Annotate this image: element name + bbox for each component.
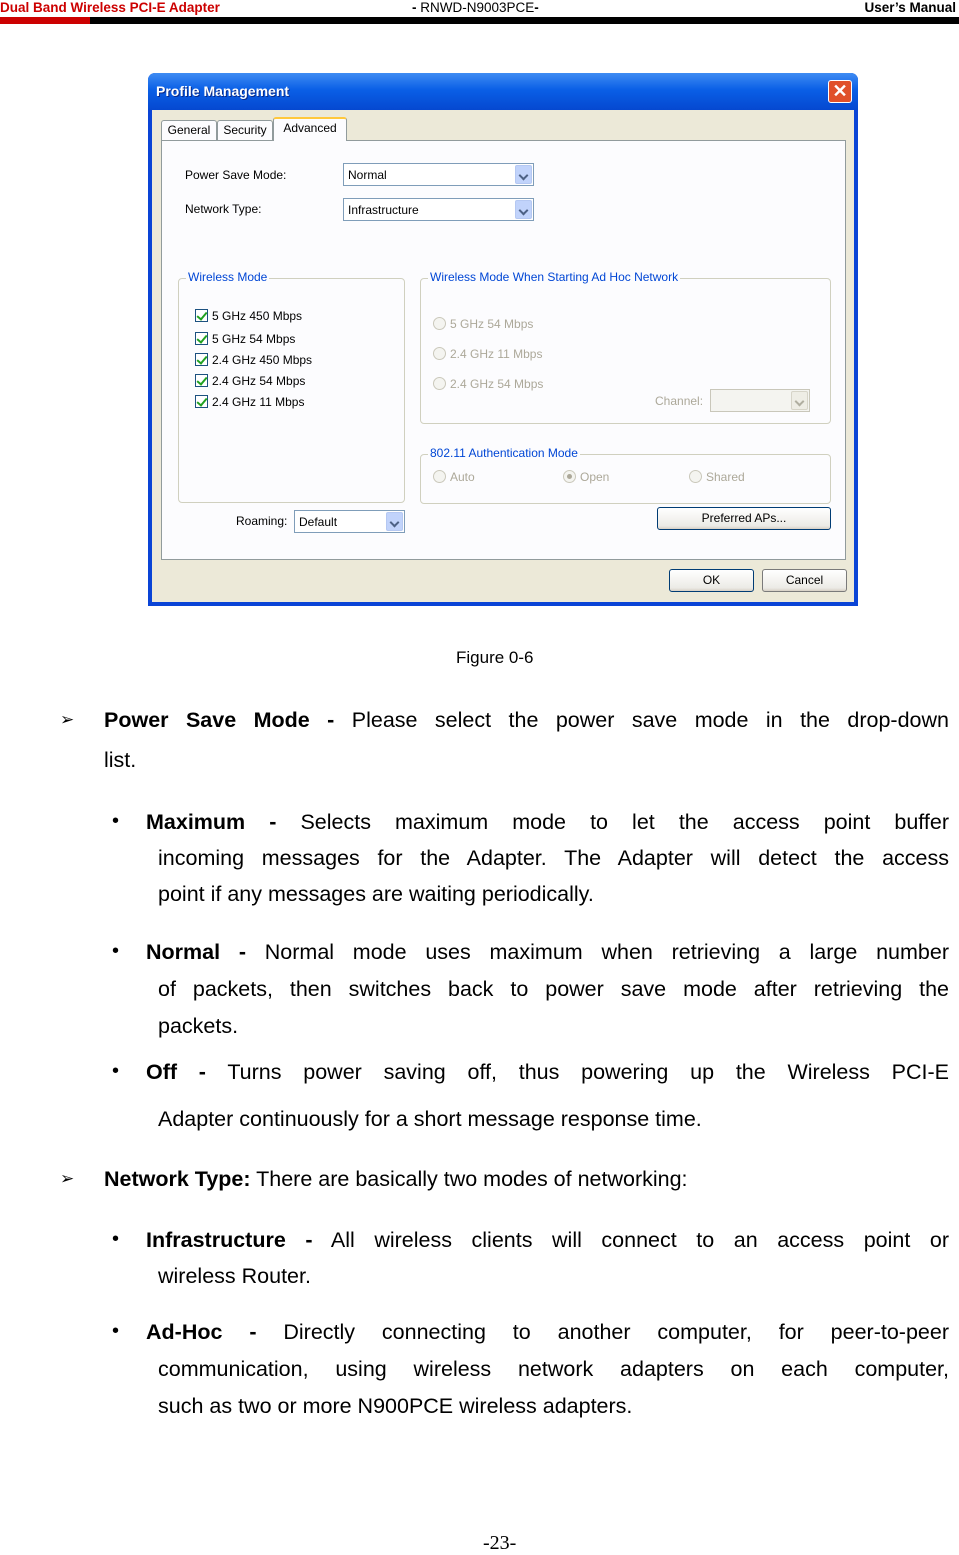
checkbox-24ghz-54[interactable] <box>195 374 305 388</box>
radio-icon[interactable] <box>433 377 446 390</box>
tab-advanced[interactable]: Advanced <box>273 117 347 141</box>
power-save-term: Power Save Mode - <box>104 708 335 732</box>
adhoc-term: Ad-Hoc - <box>146 1320 257 1344</box>
radio-adhoc-24ghz-54[interactable] <box>433 377 543 391</box>
roaming-label: Roaming: <box>236 514 288 528</box>
radio-icon[interactable] <box>433 470 446 483</box>
close-icon: ✕ <box>832 81 848 101</box>
adhoc-line1 <box>146 1314 949 1351</box>
preferred-aps-button[interactable]: Preferred APs... <box>657 507 831 530</box>
network-type-text: There are basically two modes of networking: <box>250 1167 688 1191</box>
radio-label: 2.4 GHz 11 Mbps <box>450 347 543 361</box>
maximum-line1 <box>146 804 949 841</box>
dialog-titlebar[interactable] <box>148 73 858 110</box>
off-line1 <box>146 1054 949 1091</box>
maximum-term: Maximum - <box>146 810 277 834</box>
network-type-select[interactable] <box>343 198 534 221</box>
header-model-name: RNWD-N9003PCE <box>420 0 535 15</box>
wireless-mode-group <box>178 270 405 503</box>
tab-general[interactable]: General <box>161 120 217 140</box>
power-save-value: Normal <box>348 168 387 182</box>
cancel-button[interactable]: Cancel <box>762 569 847 592</box>
power-save-select[interactable] <box>343 163 534 186</box>
dialog-client <box>152 110 854 602</box>
profile-management-dialog <box>148 73 858 606</box>
roaming-select[interactable] <box>294 510 405 533</box>
header-rule-black <box>90 17 959 24</box>
radio-auth-open[interactable] <box>563 470 609 484</box>
power-save-label: Power Save Mode: <box>185 168 287 182</box>
checkbox-label: 2.4 GHz 11 Mbps <box>212 395 305 409</box>
infrastructure-term: Infrastructure - <box>146 1228 313 1252</box>
arrow-bullet-icon: ➢ <box>60 710 75 729</box>
bullet-icon: • <box>112 810 120 832</box>
radio-label: Shared <box>706 470 745 484</box>
normal-line1 <box>146 934 949 971</box>
checkbox-checked-icon[interactable] <box>195 395 208 408</box>
infrastructure-line2: wireless Router. <box>158 1264 311 1288</box>
infrastructure-text: All wireless clients will connect to an access point or <box>330 1228 949 1252</box>
adhoc-mode-group-title: Wireless Mode When Starting Ad Hoc Network <box>430 270 679 284</box>
checkbox-checked-icon[interactable] <box>195 353 208 366</box>
radio-adhoc-5ghz-54[interactable] <box>433 317 533 331</box>
radio-icon[interactable] <box>433 347 446 360</box>
normal-term: Normal - <box>146 940 246 964</box>
checkbox-checked-icon[interactable] <box>195 332 208 345</box>
roaming-value: Default <box>299 515 338 529</box>
close-button[interactable] <box>828 80 852 103</box>
page-number: -23- <box>483 1532 517 1554</box>
chevron-down-icon[interactable] <box>791 391 808 410</box>
network-type-label: Network Type: <box>185 202 262 216</box>
network-type-value: Infrastructure <box>348 203 419 217</box>
tab-security[interactable]: Security <box>217 120 273 140</box>
radio-adhoc-24ghz-11[interactable] <box>433 347 542 361</box>
checkbox-label: 2.4 GHz 450 Mbps <box>212 353 313 367</box>
checkbox-5ghz-54[interactable] <box>195 332 295 346</box>
maximum-text: Selects maximum mode to let the access point buffer <box>300 810 949 834</box>
power-save-line2: list. <box>104 748 137 772</box>
checkbox-5ghz-450[interactable] <box>195 309 302 323</box>
chevron-down-icon[interactable] <box>386 512 403 531</box>
maximum-line2: incoming messages for the Adapter. The Adapter will detect the access <box>158 846 949 870</box>
normal-line2: of packets, then switches back to power save mode after retrieving the <box>158 977 949 1001</box>
adhoc-line3: such as two or more N900PCE wireless adapters. <box>158 1394 633 1418</box>
normal-text: Normal mode uses maximum when retrieving a large number <box>246 940 949 964</box>
figure-caption: Figure 0-6 <box>456 648 534 667</box>
header-manual: User’s Manual <box>864 0 956 15</box>
radio-icon[interactable] <box>433 317 446 330</box>
network-type-line <box>104 1161 688 1198</box>
advanced-panel <box>161 140 846 560</box>
auth-mode-group-title: 802.11 Authentication Mode <box>430 446 578 460</box>
radio-icon[interactable] <box>689 470 702 483</box>
adhoc-mode-group <box>420 270 831 424</box>
wireless-mode-group-title: Wireless Mode <box>188 270 268 284</box>
off-term: Off - <box>146 1060 206 1084</box>
arrow-bullet-icon: ➢ <box>60 1169 75 1188</box>
adhoc-line2: communication, using wireless network adapters on each computer, <box>158 1357 949 1381</box>
header-model <box>412 0 539 15</box>
checkbox-label: 5 GHz 54 Mbps <box>212 332 296 346</box>
radio-label: 2.4 GHz 54 Mbps <box>450 377 544 391</box>
checkbox-24ghz-11[interactable] <box>195 395 304 409</box>
adhoc-text: Directly connecting to another computer, for peer-to-peer <box>283 1320 949 1344</box>
power-save-text: Please select the power save mode in the drop-down <box>334 708 949 732</box>
header-product: Dual Band Wireless PCI-E Adapter <box>0 0 220 15</box>
radio-auth-auto[interactable] <box>433 470 475 484</box>
chevron-down-icon[interactable] <box>515 200 532 219</box>
maximum-line3: point if any messages are waiting periodically. <box>158 882 594 906</box>
checkbox-checked-icon[interactable] <box>195 309 208 322</box>
off-line2: Adapter continuously for a short message response time. <box>158 1107 702 1131</box>
off-text: Turns power saving off, thus powering up the Wireless PCI-E <box>227 1060 949 1084</box>
checkbox-checked-icon[interactable] <box>195 374 208 387</box>
radio-auth-shared[interactable] <box>689 470 745 484</box>
channel-label: Channel: <box>655 394 704 408</box>
network-type-term: Network Type: <box>104 1167 251 1191</box>
radio-selected-icon[interactable] <box>563 470 576 483</box>
checkbox-label: 5 GHz 450 Mbps <box>212 309 303 323</box>
page-header <box>0 0 959 26</box>
header-model-dash-end: - <box>534 0 539 15</box>
bullet-icon: • <box>112 1060 120 1082</box>
infrastructure-line1 <box>146 1222 949 1259</box>
radio-label: Auto <box>450 470 475 484</box>
chevron-down-icon[interactable] <box>515 165 532 184</box>
header-rule-red <box>0 17 90 24</box>
bullet-icon: • <box>112 1320 120 1342</box>
dialog-title: Profile Management <box>156 83 290 99</box>
radio-label: 5 GHz 54 Mbps <box>450 317 534 331</box>
checkbox-24ghz-450[interactable] <box>195 353 312 367</box>
normal-line3: packets. <box>158 1014 239 1038</box>
bullet-icon: • <box>112 1228 120 1250</box>
power-save-line1 <box>104 702 949 739</box>
auth-mode-group <box>420 446 831 504</box>
channel-select[interactable] <box>710 389 810 412</box>
radio-label: Open <box>580 470 610 484</box>
header-model-dash: - <box>412 0 421 15</box>
bullet-icon: • <box>112 940 120 962</box>
ok-button[interactable]: OK <box>669 569 754 592</box>
checkbox-label: 2.4 GHz 54 Mbps <box>212 374 306 388</box>
